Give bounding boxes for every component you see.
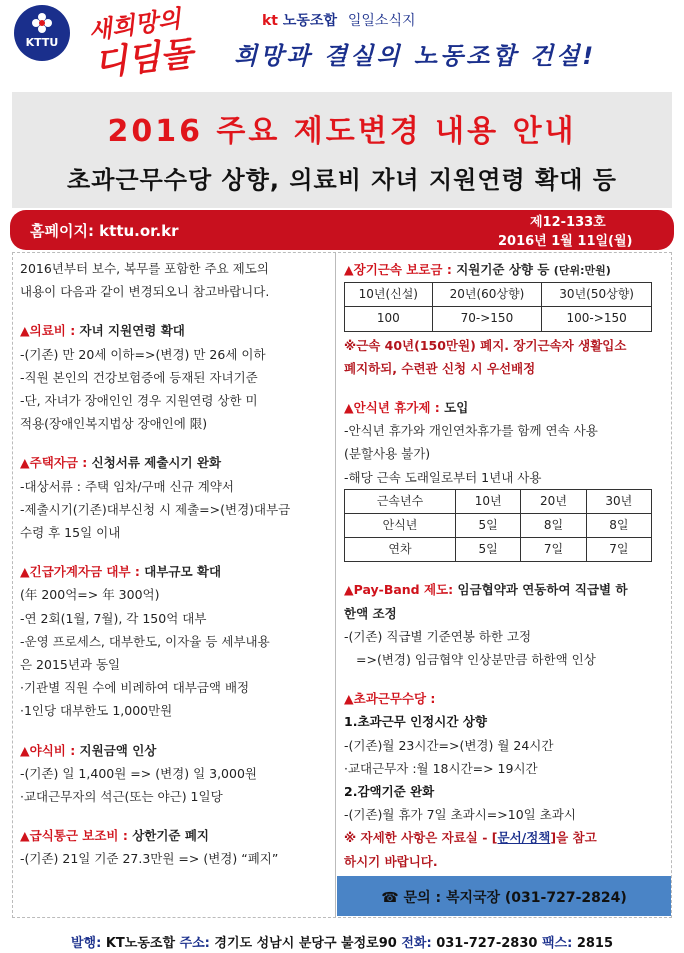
text-line: ·1인당 대부한도 1,000만원 [20, 703, 173, 719]
address-label: 주소: [179, 936, 210, 951]
subsection-heading: 1.초과근무 인정시간 상향 [344, 714, 487, 730]
right-column [344, 258, 659, 873]
subsection-heading: 2.감액기준 완화 [344, 784, 435, 800]
table-cell: 100 [345, 307, 433, 331]
text-line: -(기존) 만 20세 이하=>(변경) 만 26세 이하 [20, 346, 266, 362]
table-cell: 안식년 [345, 514, 456, 538]
table-header: 20년 [521, 489, 586, 513]
intro-line: 2016년부터 보수, 복무를 포함한 주요 제도의 [20, 261, 269, 276]
issue-number: 제12-133호 [530, 215, 606, 230]
slogan: 희망과 결실의 노동조합 건설! [234, 42, 597, 70]
text-line: -연 2회(1월, 7월), 각 150억 대부 [20, 610, 207, 626]
text-line: 한액 조정 [344, 605, 397, 621]
page-title: 2016 주요 제도변경 내용 안내 [107, 114, 577, 149]
union-name [262, 10, 416, 30]
column-divider [335, 252, 336, 918]
footer [0, 932, 684, 951]
homepage-link[interactable]: 홈페이지: kttu.or.kr [30, 222, 179, 240]
logo-script-line1: 새희망의 [86, 3, 183, 46]
logo-script-line2: 디딤돌 [92, 33, 195, 85]
contact-text: ☎ 문의 : 복지국장 (031-727-2824) [381, 890, 627, 906]
section-pay-band: ▲Pay-Band 제도: 임금협약과 연동하여 직급별 하 [344, 582, 628, 598]
contact-box [337, 876, 671, 916]
fax-label: 팩스: [541, 936, 573, 951]
table-cell: 8일 [521, 514, 586, 538]
text-line: -직원 본인의 건강보험증에 등재된 자녀기준 [20, 369, 258, 385]
text-line: -안식년 휴가와 개인연차휴가를 함께 연속 사용 [344, 423, 598, 439]
table-header: 30년(50상향) [542, 283, 652, 307]
text-line: 수령 후 15일 이내 [20, 525, 121, 541]
section-night-meal: ▲야식비 : 지원금액 인상 [20, 742, 157, 758]
union-label: 노동조합 [282, 13, 337, 29]
text-line: (年 200억=> 年 300억) [20, 587, 160, 603]
text-line: -운영 프로세스, 대부한도, 이자율 등 세부내용 [20, 633, 270, 649]
left-column [20, 257, 325, 871]
fax: 2815 [576, 936, 614, 951]
text-line: -(기존)월 휴가 7일 초과시=>10일 초과시 [344, 807, 576, 823]
sabbatical-table [344, 489, 652, 563]
text-line: -(기존)월 23시간=>(변경) 월 24시간 [344, 737, 554, 753]
phone: 031-727-2830 [436, 936, 538, 951]
section-emergency-loan: ▲긴급가계자금 대부 : 대부규모 확대 [20, 564, 222, 580]
table-cell: 5일 [456, 538, 521, 562]
slogan-logo [80, 3, 230, 85]
address: 경기도 성남시 분당구 불정로90 [214, 936, 397, 951]
note-line: ※근속 40년(150만원) 폐지. 장기근속자 생활입소 [344, 337, 627, 353]
flower-icon [32, 13, 52, 33]
text-line: -해당 근속 도래일로부터 1년내 사용 [344, 469, 542, 485]
long-service-table [344, 282, 652, 331]
publisher-label: 발행: [70, 936, 102, 951]
text-line: ·교대근무자 :월 18시간=> 19시간 [344, 760, 538, 776]
table-cell: 7일 [521, 538, 586, 562]
table-cell: 5일 [456, 514, 521, 538]
section-housing: ▲주택자금 : 신청서류 제출시기 완화 [20, 455, 222, 471]
kt-mark: kt [262, 13, 279, 29]
table-cell: 70->150 [432, 307, 542, 331]
table-cell: 100->150 [542, 307, 652, 331]
intro-line: 내용이 다음과 같이 변경되오니 참고바랍니다. [20, 284, 270, 300]
page-subtitle: 초과근무수당 상향, 의료비 자녀 지원연령 확대 등 [67, 166, 617, 194]
reference-note: 하시기 바랍니다. [344, 853, 438, 869]
table-cell: 7일 [586, 538, 651, 562]
reference-note: ※ 자세한 사항은 자료실 - [문서/정책]을 참고 [344, 830, 597, 846]
text-line: -(기존) 직급별 기준연봉 하한 고정 [344, 628, 532, 644]
logo-text: KTTU [25, 36, 59, 49]
table-header: 30년 [586, 489, 651, 513]
text-line: ·교대근무자의 석근(또는 야근) 1일당 [20, 789, 223, 805]
issue-date: 2016년 1월 11일(월) [498, 234, 633, 249]
text-line: -(기존) 일 1,400원 => (변경) 일 3,000원 [20, 765, 257, 781]
section-long-service: ▲장기근속 보로금 : 지원기준 상향 등 (단위:만원) [344, 262, 611, 277]
table-header: 10년(신설) [345, 283, 433, 307]
table-cell: 연차 [345, 538, 456, 562]
phone-label: 전화: [401, 936, 432, 951]
section-sabbatical: ▲안식년 휴가제 : 도입 [344, 400, 469, 416]
publisher: KT노동조합 [105, 936, 176, 951]
section-overtime: ▲초과근무수당 : [344, 691, 436, 707]
text-line: -단, 자녀가 장애인인 경우 지원연령 상한 미 [20, 393, 258, 409]
text-line: (분할사용 불가) [344, 446, 431, 462]
table-header: 10년 [456, 489, 521, 513]
note-line: 폐지하되, 수련관 신청 시 우선배정 [344, 360, 536, 376]
text-line: -(기존) 21일 기준 27.3만원 => (변경) “폐지” [20, 851, 279, 867]
text-line: -대상서류 : 주택 임차/구매 신규 계약서 [20, 478, 234, 494]
text-line: ·기관별 직원 수에 비례하여 대부금액 배정 [20, 680, 250, 696]
newsletter-label: 일일소식지 [347, 13, 416, 29]
document-policy-link[interactable]: 문서/정책 [497, 830, 551, 846]
section-meal-commute: ▲급식통근 보조비 : 상한기준 폐지 [20, 828, 209, 844]
table-header: 근속년수 [345, 489, 456, 513]
text-line: -제출시기(기존)대부신청 시 제출=>(변경)대부금 [20, 501, 291, 517]
text-line: =>(변경) 임금협약 인상분만큼 하한액 인상 [356, 652, 596, 668]
section-medical: ▲의료비 : 자녀 지원연령 확대 [20, 323, 185, 339]
text-line: 적용(장애인복지법상 장애인에 限) [20, 416, 208, 432]
kttu-logo [14, 5, 70, 61]
table-cell: 8일 [586, 514, 651, 538]
text-line: 은 2015년과 동일 [20, 657, 121, 673]
table-header: 20년(60상향) [432, 283, 542, 307]
